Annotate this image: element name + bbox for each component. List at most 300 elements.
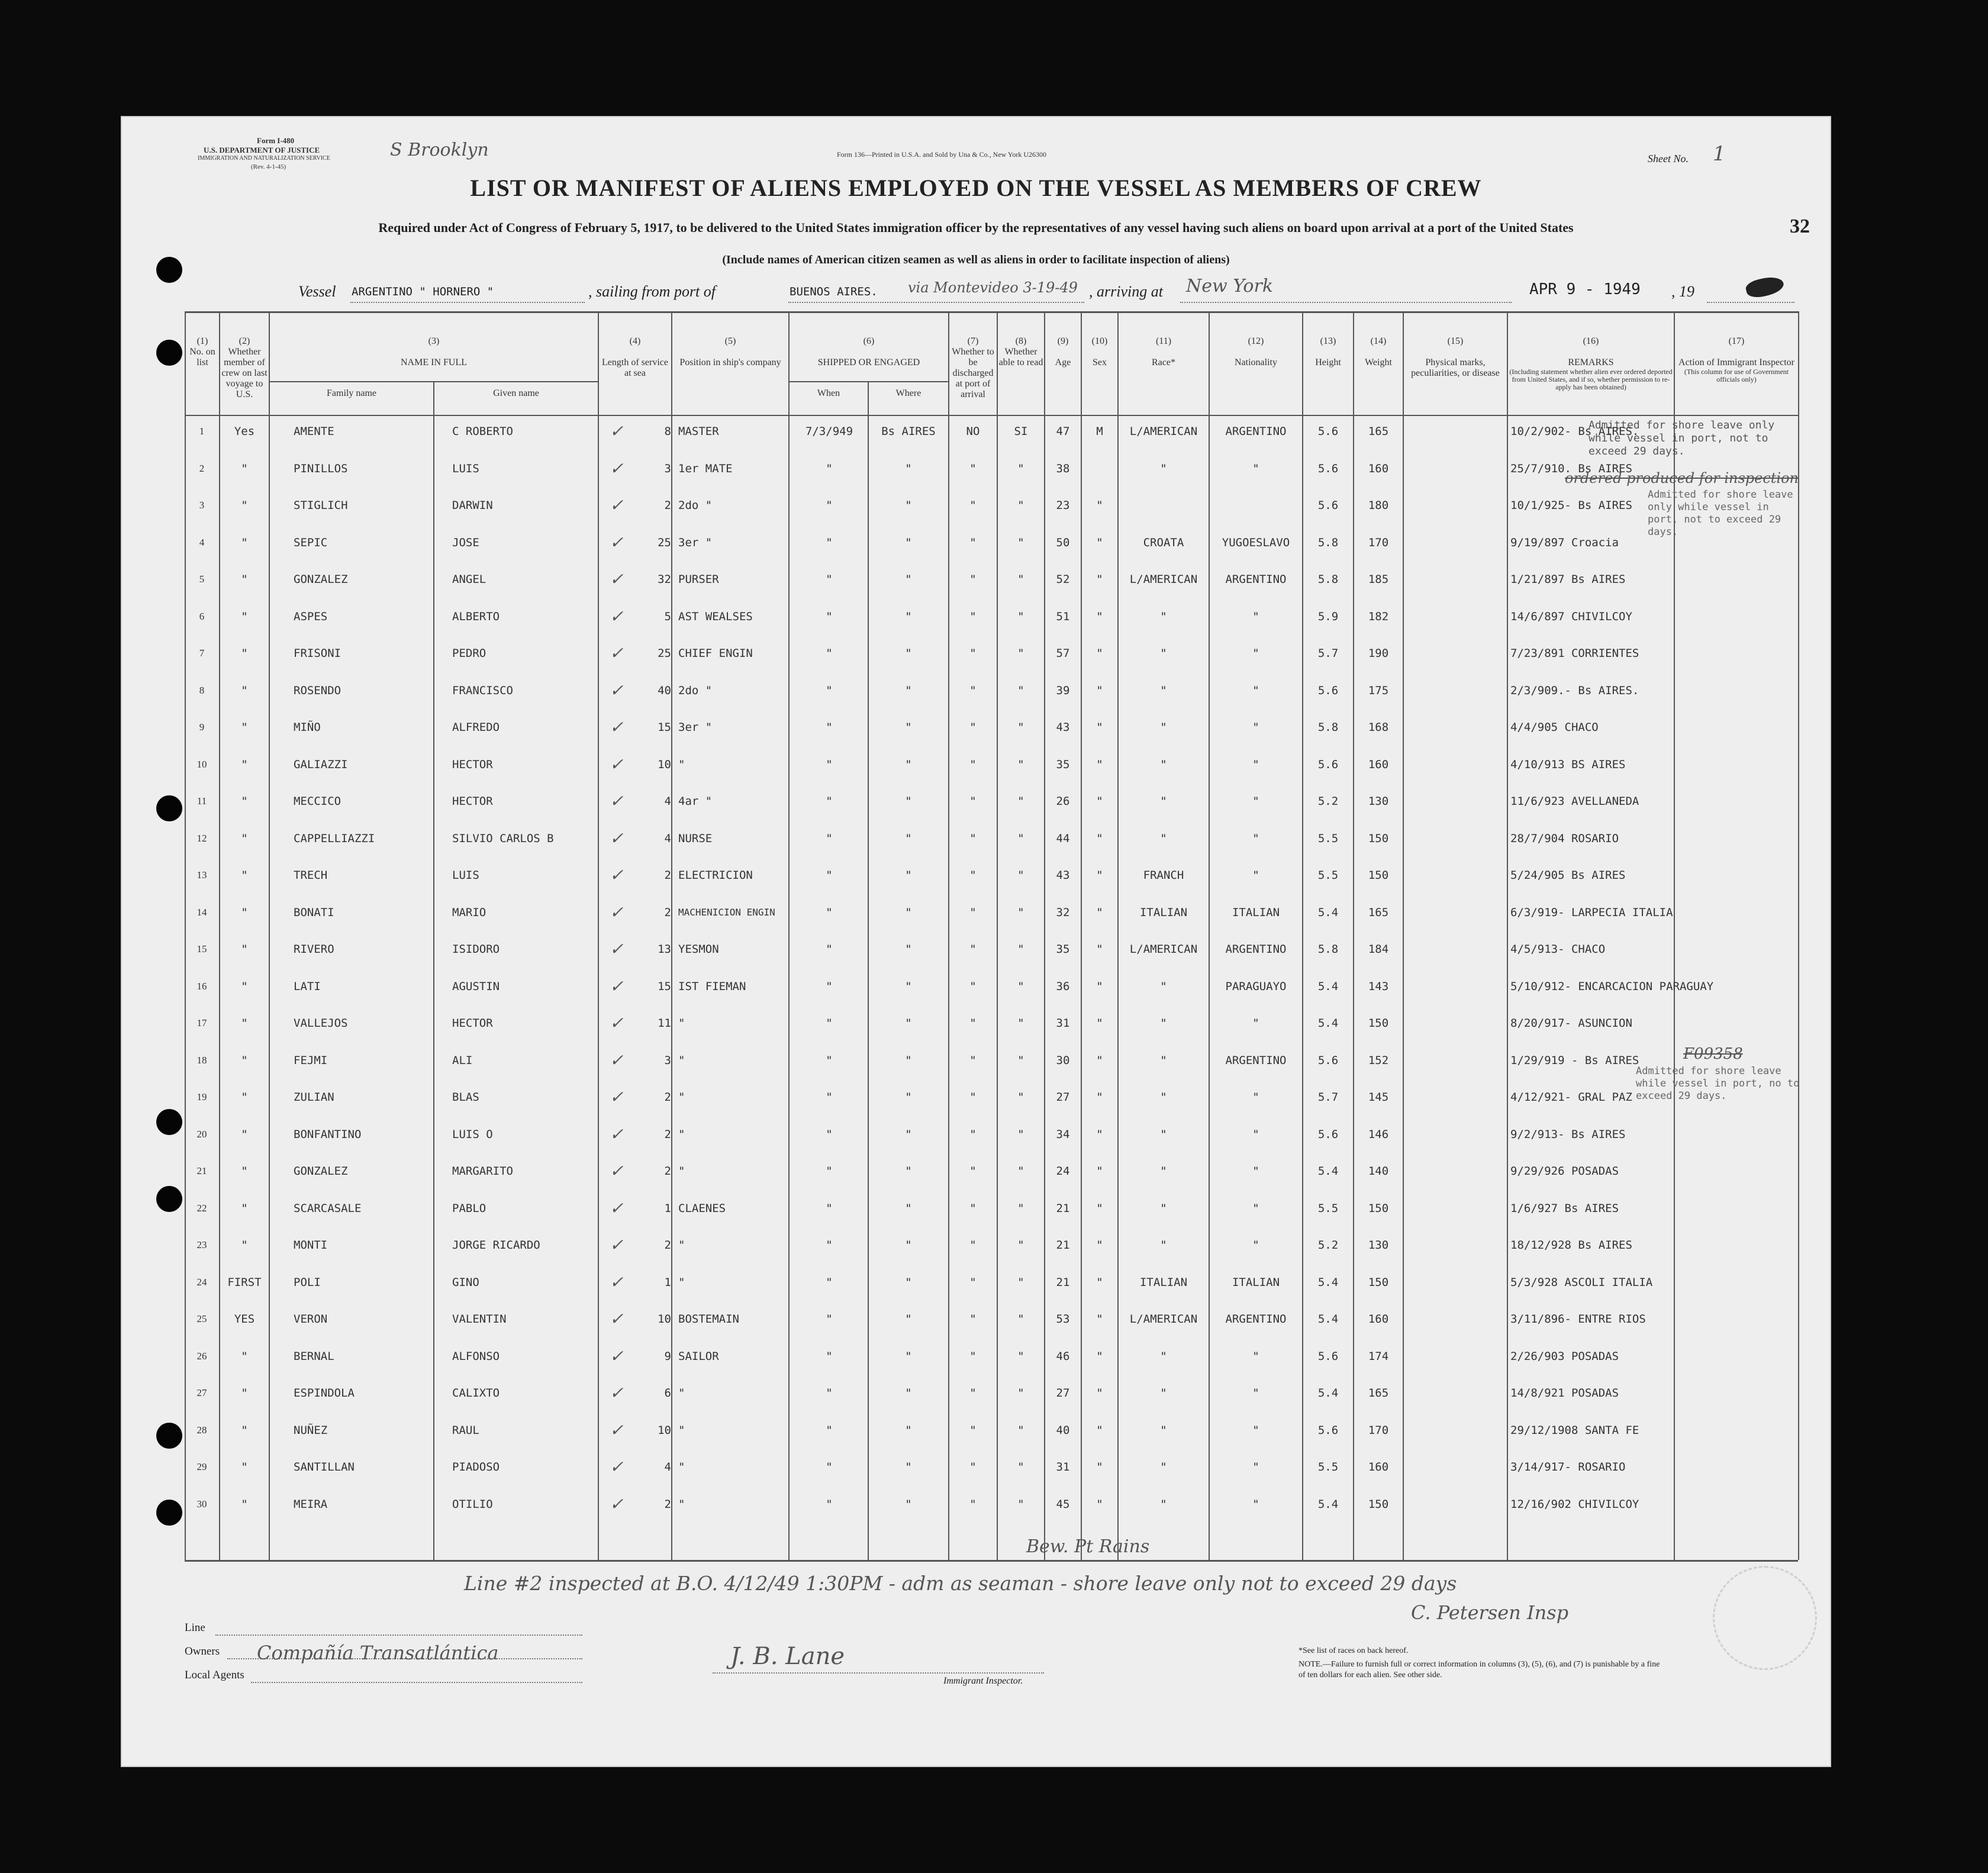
cell-no: 27	[196, 1387, 207, 1398]
check-mark-icon: ✓	[610, 1346, 624, 1366]
cell-nat: "	[1252, 869, 1259, 882]
cell-remarks: 9/2/913- Bs AIRES	[1510, 1127, 1626, 1141]
cell-last: Yes	[234, 425, 255, 438]
cell-disch: "	[969, 1423, 977, 1437]
cell-height: 5.5	[1317, 869, 1339, 882]
cell-age: 34	[1056, 1127, 1070, 1141]
cell-family: ZULIAN	[294, 1091, 334, 1104]
cell-race: L/AMERICAN	[1129, 573, 1198, 586]
cell-nat: "	[1252, 1461, 1259, 1474]
col-height-header: (13) Height	[1315, 336, 1341, 367]
cell-given: HECTOR	[452, 1017, 493, 1030]
cell-remarks: 5/10/912- ENCARCACION PARAGUAY	[1510, 979, 1714, 993]
column-rule	[1403, 311, 1404, 1560]
cell-no: 21	[196, 1165, 207, 1176]
cell-no: 18	[196, 1054, 207, 1066]
cell-weight: 160	[1368, 462, 1389, 475]
cell-when: "	[826, 979, 833, 993]
col-number: (13)	[1320, 336, 1336, 346]
cell-disch: "	[969, 1497, 977, 1511]
cell-service: 4	[664, 795, 671, 808]
cell-position: 3er "	[678, 721, 713, 734]
check-mark-icon: ✓	[610, 1013, 624, 1033]
cell-read: "	[1017, 721, 1024, 734]
cell-age: 35	[1056, 943, 1070, 956]
cell-family: MONTI	[294, 1239, 328, 1252]
cell-weight: 160	[1368, 1313, 1389, 1326]
cell-when: "	[826, 1127, 833, 1141]
cell-disch: "	[969, 462, 977, 475]
check-mark-icon: ✓	[610, 1087, 624, 1107]
cell-when: "	[826, 721, 833, 734]
cell-sex: "	[1096, 573, 1103, 586]
cell-position: NURSE	[678, 831, 713, 845]
cell-age: 21	[1056, 1275, 1070, 1289]
cell-position: CHIEF ENGIN	[678, 647, 753, 660]
cell-weight: 140	[1368, 1165, 1389, 1178]
cell-where: "	[905, 1387, 912, 1400]
cell-no: 16	[196, 980, 207, 992]
cell-sex: M	[1096, 425, 1103, 438]
arriving-underline	[1180, 302, 1512, 304]
cell-age: 46	[1056, 1349, 1070, 1363]
cell-family: ASPES	[294, 610, 328, 623]
cell-service: 6	[664, 1387, 671, 1400]
agents-label: Local Agents	[185, 1669, 244, 1681]
owners-label: Owners	[185, 1645, 220, 1658]
cell-remarks: 1/6/927 Bs AIRES	[1510, 1201, 1619, 1215]
cell-where: "	[905, 1017, 912, 1030]
cell-where: "	[905, 1275, 912, 1289]
cell-no: 14	[196, 906, 207, 918]
col-number: (15)	[1447, 336, 1464, 346]
cell-when: "	[826, 462, 833, 475]
cell-given: ALFONSO	[452, 1349, 500, 1363]
cell-last: "	[241, 869, 248, 882]
col-number: (8)	[1015, 336, 1027, 346]
cell-remarks: 5/24/905 Bs AIRES	[1510, 869, 1626, 882]
cell-no: 8	[199, 684, 205, 696]
col-number: (10)	[1091, 336, 1108, 346]
cell-given: HECTOR	[452, 757, 493, 771]
cell-remarks: 4/5/913- CHACO	[1510, 943, 1606, 956]
cell-nat: "	[1252, 1423, 1259, 1437]
cell-service: 2	[664, 1091, 671, 1104]
cell-when: "	[826, 1201, 833, 1215]
cell-remarks: 8/20/917- ASUNCION	[1510, 1017, 1632, 1030]
cell-nat: PARAGUAYO	[1225, 979, 1287, 993]
col-family-header: Family name	[327, 388, 376, 398]
cell-read: "	[1017, 1091, 1024, 1104]
cell-service: 4	[664, 1461, 671, 1474]
cell-disch: "	[969, 721, 977, 734]
sailing-label: , sailing from port of	[588, 283, 716, 300]
cell-race: "	[1160, 1017, 1167, 1030]
col-weight-header: (14) Weight	[1365, 336, 1392, 367]
cell-disch: "	[969, 1017, 977, 1030]
cell-disch: "	[969, 1053, 977, 1067]
document-subtitle-2: (Include names of American citizen seamen as well as aliens in order to facilitate inspection of aliens)	[722, 253, 1230, 266]
cell-race: "	[1160, 1497, 1167, 1511]
cell-height: 5.6	[1317, 1349, 1339, 1363]
cell-nat: ARGENTINO	[1225, 425, 1287, 438]
binder-hole	[156, 1186, 182, 1212]
cell-read: "	[1017, 1165, 1024, 1178]
check-mark-icon: ✓	[610, 1309, 624, 1329]
cell-disch: "	[969, 1275, 977, 1289]
cell-race: "	[1160, 1091, 1167, 1104]
cell-disch: "	[969, 1313, 977, 1326]
cell-position: 4ar "	[678, 795, 713, 808]
cell-height: 5.4	[1317, 1387, 1339, 1400]
cell-sex: "	[1096, 1349, 1103, 1363]
cell-weight: 150	[1368, 1017, 1389, 1030]
col-nationality-header: (12) Nationality	[1235, 336, 1277, 367]
cell-given: RAUL	[452, 1423, 479, 1437]
cell-sex: "	[1096, 1017, 1103, 1030]
cell-last: "	[241, 684, 248, 697]
cell-disch: "	[969, 1165, 977, 1178]
cell-age: 47	[1056, 425, 1070, 438]
cell-age: 53	[1056, 1313, 1070, 1326]
cell-race: "	[1160, 1387, 1167, 1400]
cell-weight: 168	[1368, 721, 1389, 734]
cell-height: 5.8	[1317, 943, 1339, 956]
cell-no: 26	[196, 1350, 207, 1362]
cell-read: "	[1017, 1349, 1024, 1363]
col-number: (12)	[1248, 336, 1264, 346]
cell-family: SCARCASALE	[294, 1201, 362, 1215]
cell-when: "	[826, 905, 833, 919]
col-number: (9)	[1057, 336, 1069, 346]
cell-when: "	[826, 1497, 833, 1511]
cell-nat: "	[1252, 1239, 1259, 1252]
cell-race: ITALIAN	[1139, 905, 1188, 919]
cell-disch: "	[969, 1127, 977, 1141]
cell-height: 5.6	[1317, 1127, 1339, 1141]
cell-no: 12	[196, 832, 207, 844]
cell-read: "	[1017, 1053, 1024, 1067]
cell-given: MARIO	[452, 905, 486, 919]
cell-age: 57	[1056, 647, 1070, 660]
cell-disch: "	[969, 831, 977, 845]
cell-service: 3	[664, 462, 671, 475]
cell-weight: 165	[1368, 425, 1389, 438]
inspector-note-row3: Admitted for shore leave only while vessel in port, not to exceed 29 days.	[1648, 489, 1793, 538]
cell-sex: "	[1096, 1423, 1103, 1437]
cell-no: 25	[196, 1313, 207, 1324]
cell-no: 29	[196, 1461, 207, 1472]
cell-position: 1er MATE	[678, 462, 733, 475]
cell-service: 15	[658, 721, 671, 734]
cell-disch: "	[969, 647, 977, 660]
cell-last: "	[241, 499, 248, 512]
cell-nat: "	[1252, 610, 1259, 623]
cell-read: SI	[1014, 425, 1028, 438]
cell-weight: 170	[1368, 536, 1389, 549]
cell-service: 4	[664, 831, 671, 845]
cell-last: "	[241, 1201, 248, 1215]
cell-last: "	[241, 647, 248, 660]
cell-disch: "	[969, 1349, 977, 1363]
cell-read: "	[1017, 905, 1024, 919]
cell-read: "	[1017, 1461, 1024, 1474]
cell-family: MIÑO	[294, 721, 321, 734]
cell-disch: "	[969, 573, 977, 586]
cell-last: "	[241, 757, 248, 771]
cell-family: STIGLICH	[294, 499, 348, 512]
cell-when: "	[826, 1239, 833, 1252]
cell-weight: 165	[1368, 1387, 1389, 1400]
arriving-label: , arriving at	[1089, 283, 1163, 300]
cell-family: VALLEJOS	[294, 1017, 348, 1030]
col-number: (7)	[967, 336, 979, 346]
cell-remarks: 9/29/926 POSADAS	[1510, 1165, 1619, 1178]
col-discharged-header: (7) Whether to be discharged at port of arrival	[952, 336, 994, 399]
cell-where: "	[905, 1497, 912, 1511]
col-no-header: (1) No. on list	[189, 336, 215, 367]
cell-remarks: 12/16/902 CHIVILCOY	[1510, 1497, 1639, 1511]
cell-age: 31	[1056, 1461, 1070, 1474]
col-sex-header: (10) Sex	[1091, 336, 1108, 367]
cell-service: 10	[658, 1423, 671, 1437]
cell-family: ROSENDO	[294, 684, 341, 697]
cell-last: "	[241, 1053, 248, 1067]
cell-sex: "	[1096, 1053, 1103, 1067]
cell-nat: ITALIAN	[1232, 905, 1280, 919]
cell-race: "	[1160, 757, 1167, 771]
column-rule	[1507, 311, 1508, 1560]
cell-weight: 130	[1368, 1239, 1389, 1252]
cell-when: "	[826, 499, 833, 512]
cell-no: 2	[199, 462, 205, 474]
cell-last: "	[241, 1239, 248, 1252]
cell-sex: "	[1096, 536, 1103, 549]
cell-service: 2	[664, 869, 671, 882]
cell-height: 5.5	[1317, 1461, 1339, 1474]
cell-when: "	[826, 831, 833, 845]
cell-given: ISIDORO	[452, 943, 500, 956]
cell-sex: "	[1096, 1387, 1103, 1400]
cell-no: 28	[196, 1424, 207, 1436]
cell-sex: "	[1096, 905, 1103, 919]
footer-handwritten-line: Line #2 inspected at B.O. 4/12/49 1:30PM - adm as seaman - shore leave only not to exceed 29 days	[464, 1572, 1457, 1595]
cell-last: "	[241, 943, 248, 956]
cell-where: "	[905, 499, 912, 512]
cell-service: 2	[664, 905, 671, 919]
cell-disch: "	[969, 536, 977, 549]
cell-height: 5.9	[1317, 610, 1339, 623]
handwritten-top: S Brooklyn	[390, 140, 489, 160]
cell-last: "	[241, 1165, 248, 1178]
cell-weight: 182	[1368, 610, 1389, 623]
cell-height: 5.4	[1317, 1313, 1339, 1326]
cell-age: 36	[1056, 979, 1070, 993]
cell-remarks: 29/12/1908 SANTA FE	[1510, 1423, 1639, 1437]
cell-read: "	[1017, 647, 1024, 660]
agents-handwritten: Compañía Transatlántica	[257, 1642, 499, 1664]
cell-when: "	[826, 1387, 833, 1400]
cell-sex: "	[1096, 610, 1103, 623]
cell-weight: 170	[1368, 1423, 1389, 1437]
cell-nat: ARGENTINO	[1225, 1313, 1287, 1326]
cell-service: 2	[664, 1497, 671, 1511]
col-service-header: (4) Length of service at sea	[602, 336, 668, 378]
cell-age: 39	[1056, 684, 1070, 697]
cell-sex: "	[1096, 943, 1103, 956]
cell-service: 1	[664, 1275, 671, 1289]
line-label: Line	[185, 1621, 205, 1634]
cell-sex: "	[1096, 795, 1103, 808]
form-service: IMMIGRATION AND NATURALIZATION SERVICE	[198, 155, 330, 162]
cell-weight: 145	[1368, 1091, 1389, 1104]
column-rule	[868, 381, 869, 1560]
cell-age: 32	[1056, 905, 1070, 919]
cell-position: "	[678, 1387, 685, 1400]
footer-signature-2: Bew. Pt Rains	[1026, 1536, 1150, 1557]
cell-race: "	[1160, 1349, 1167, 1363]
cell-when: "	[826, 1461, 833, 1474]
cell-weight: 160	[1368, 1461, 1389, 1474]
cell-position: "	[678, 757, 685, 771]
cell-where: "	[905, 1091, 912, 1104]
cell-nat: "	[1252, 1497, 1259, 1511]
col-number: (11)	[1155, 336, 1172, 346]
sheet-number: 1	[1713, 142, 1726, 166]
cell-age: 26	[1056, 795, 1070, 808]
cell-service: 15	[658, 979, 671, 993]
cell-no: 15	[196, 943, 207, 955]
col-name-header: (3) NAME IN FULL	[401, 336, 467, 367]
col-position-header: (5) Position in ship's company	[679, 336, 781, 367]
cell-height: 5.6	[1317, 684, 1339, 697]
cell-where: "	[905, 1423, 912, 1437]
cell-disch: "	[969, 610, 977, 623]
cell-age: 23	[1056, 499, 1070, 512]
binder-hole	[156, 1500, 182, 1526]
cell-race: "	[1160, 462, 1167, 475]
cell-weight: 174	[1368, 1349, 1389, 1363]
cell-family: RIVERO	[294, 943, 334, 956]
cell-height: 5.6	[1317, 757, 1339, 771]
cell-position: PURSER	[678, 573, 719, 586]
printer-line: Form 136—Printed in U.S.A. and Sold by Una & Co., New York U26300	[837, 150, 1047, 159]
cell-service: 11	[658, 1017, 671, 1030]
cell-given: CALIXTO	[452, 1387, 500, 1400]
cell-when: "	[826, 1053, 833, 1067]
cell-when: 7/3/949	[805, 425, 853, 438]
cell-age: 44	[1056, 831, 1070, 845]
inspector-underline	[713, 1672, 1044, 1674]
inspector-note-row2: ordered produced for inspection	[1565, 470, 1799, 486]
cell-sex: "	[1096, 757, 1103, 771]
check-mark-icon: ✓	[610, 1420, 624, 1440]
check-mark-icon: ✓	[610, 1383, 624, 1403]
cell-sex: "	[1096, 1091, 1103, 1104]
cell-position: IST FIEMAN	[678, 979, 746, 993]
cell-no: 30	[196, 1498, 207, 1510]
cell-last: "	[241, 721, 248, 734]
col-given-header: Given name	[493, 388, 539, 398]
cell-given: MARGARITO	[452, 1165, 513, 1178]
cell-family: POLI	[294, 1275, 321, 1289]
col-number: (6)	[863, 336, 875, 346]
cell-height: 5.2	[1317, 795, 1339, 808]
cell-when: "	[826, 1165, 833, 1178]
cell-sex: "	[1096, 647, 1103, 660]
manifest-sheet	[121, 116, 1831, 1767]
cell-disch: "	[969, 1387, 977, 1400]
cell-disch: "	[969, 1461, 977, 1474]
cell-nat: "	[1252, 757, 1259, 771]
cell-age: 24	[1056, 1165, 1070, 1178]
footer-signature-1: C. Petersen Insp	[1411, 1601, 1569, 1624]
cell-given: SILVIO CARLOS B	[452, 831, 554, 845]
col-last-voyage-header: (2) Whether member of crew on last voyage to U.S.	[221, 336, 268, 399]
cell-service: 40	[658, 684, 671, 697]
cell-read: "	[1017, 979, 1024, 993]
cell-height: 5.7	[1317, 1091, 1339, 1104]
check-mark-icon: ✓	[610, 717, 624, 737]
cell-position: "	[678, 1239, 685, 1252]
cell-remarks: 4/12/921- GRAL PAZ	[1510, 1091, 1632, 1104]
col-number: (1)	[196, 336, 208, 346]
sheet-label: Sheet No.	[1648, 153, 1689, 165]
col-age-header: (9) Age	[1055, 336, 1071, 367]
cell-position: "	[678, 1017, 685, 1030]
binder-hole	[156, 340, 182, 366]
cell-weight: 143	[1368, 979, 1389, 993]
cell-disch: "	[969, 757, 977, 771]
cell-where: "	[905, 1201, 912, 1215]
cell-no: 3	[199, 499, 205, 511]
col-number: (14)	[1370, 336, 1387, 346]
cell-family: PINILLOS	[294, 462, 348, 475]
cell-nat: "	[1252, 1349, 1259, 1363]
cell-family: SANTILLAN	[294, 1461, 355, 1474]
cell-nat: "	[1252, 647, 1259, 660]
line-underline	[215, 1635, 582, 1636]
cell-family: AMENTE	[294, 425, 334, 438]
cell-age: 52	[1056, 573, 1070, 586]
cell-weight: 184	[1368, 943, 1389, 956]
cell-read: "	[1017, 462, 1024, 475]
cell-no: 4	[199, 536, 205, 548]
cell-race: L/AMERICAN	[1129, 1313, 1198, 1326]
cell-when: "	[826, 1275, 833, 1289]
cell-no: 24	[196, 1276, 207, 1288]
cell-last: FIRST	[227, 1275, 262, 1289]
inspector-signature: J. B. Lane	[730, 1643, 845, 1670]
cell-where: "	[905, 1461, 912, 1474]
cell-sex: "	[1096, 1461, 1103, 1474]
cell-position: BOSTEMAIN	[678, 1313, 739, 1326]
cell-where: "	[905, 1313, 912, 1326]
cell-given: PABLO	[452, 1201, 486, 1215]
inspector-note-row18: Admitted for shore leave while vessel in port, no to exceed 29 days.	[1636, 1065, 1800, 1102]
binder-hole	[156, 795, 182, 821]
vessel-underline	[350, 302, 585, 304]
cell-nat: "	[1252, 684, 1259, 697]
cell-given: C ROBERTO	[452, 425, 513, 438]
cell-race: ITALIAN	[1139, 1275, 1188, 1289]
cell-remarks: 10/2/902- Bs AIRES.	[1510, 425, 1639, 438]
cell-family: VERON	[294, 1313, 328, 1326]
cell-race: "	[1160, 647, 1167, 660]
col-physical-header: (15) Physical marks, peculiarities, or disease	[1411, 336, 1500, 378]
year-label: , 19	[1671, 283, 1694, 300]
cell-when: "	[826, 1017, 833, 1030]
